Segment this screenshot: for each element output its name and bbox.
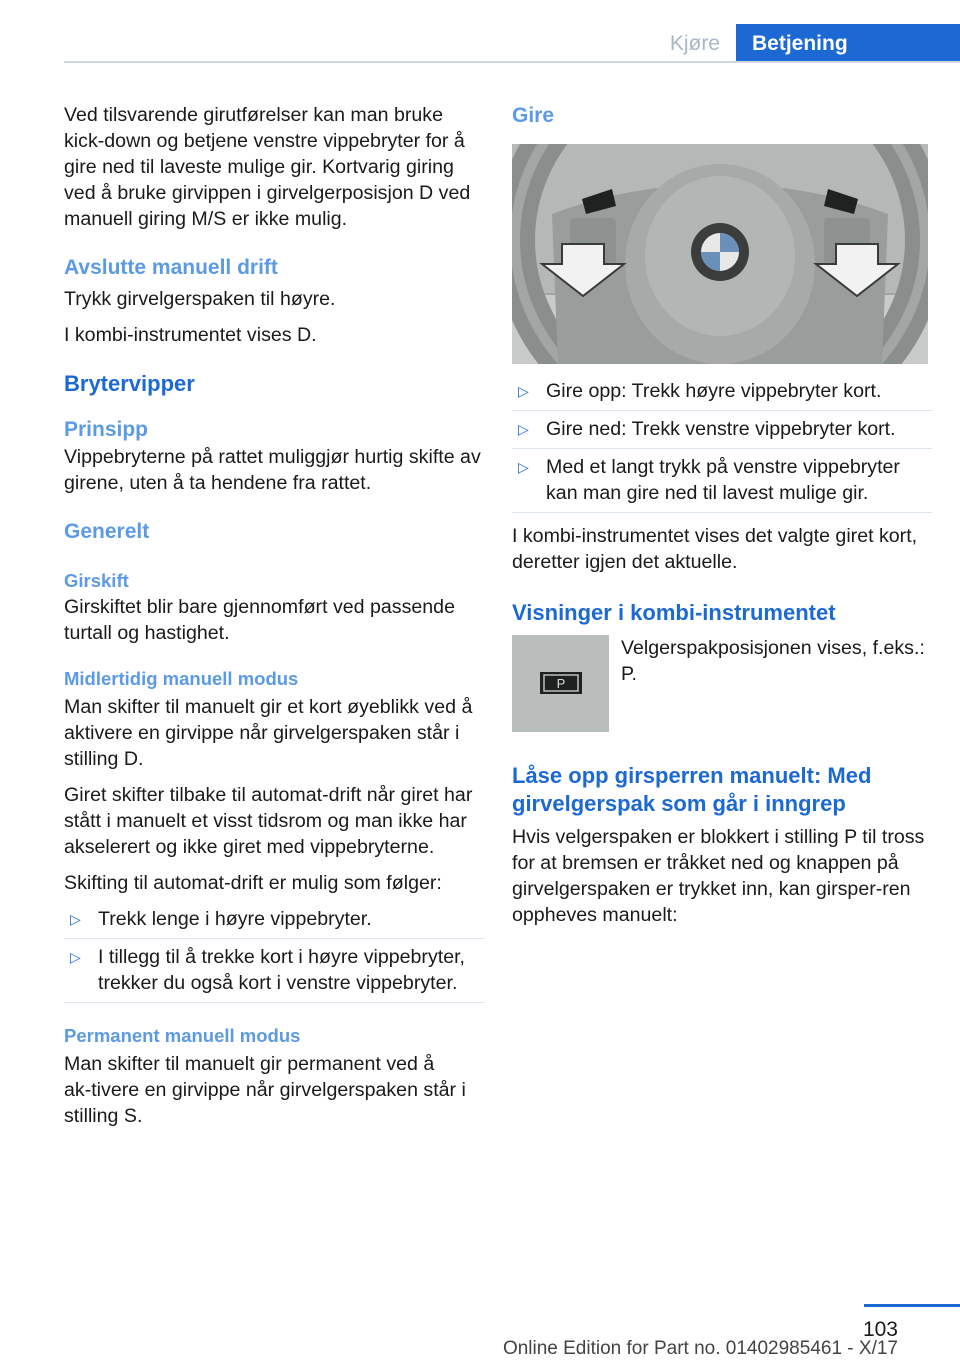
triangle-bullet-icon: ▷	[70, 949, 81, 965]
triangle-bullet-icon: ▷	[518, 421, 529, 437]
chapter-tab[interactable]: Kjøre	[669, 32, 720, 55]
midlertidig-text-3: Skifting til automat‑drift er mulig som følger:	[64, 872, 442, 894]
list-item: ▷ Gire ned: Trekk venstre vippebryter kort.	[512, 416, 932, 449]
automat-list	[64, 906, 484, 1003]
gire-list	[512, 378, 932, 513]
heading-girskift: Girskift	[64, 570, 129, 591]
heading-permanent: Permanent manuell modus	[64, 1025, 301, 1046]
list-item: ▷ Med et langt trykk på venstre vippebryter kan man gire ned til lavest mulige gir.	[512, 454, 932, 513]
list-item: ▷ Gire opp: Trekk høyre vippebryter kort.	[512, 378, 932, 411]
header-rule	[64, 61, 960, 63]
intro-paragraph: Ved tilsvarende girutførelser kan man bruke kick‑down og betjene venstre vippebryter for å gire ned til laveste mulige gir. Kortvarig giring ved å bruke girvippen i girvelgerposisjon D ved manuell giring M/S er ikke mulig.	[64, 104, 471, 230]
heading-midlertidig: Midlertidig manuell modus	[64, 668, 299, 689]
right-column	[512, 102, 932, 938]
gire-text: I kombi‑instrumentet vises det valgte giret kort, deretter igjen det aktuelle.	[512, 525, 918, 573]
edition-text: Online Edition for Part no. 01402985461 - X/17	[502, 1338, 898, 1359]
heading-generelt: Generelt	[64, 520, 150, 543]
midlertidig-text-1: Man skifter til manuelt gir et kort øyeblikk ved å aktivere en girvippe når girvelgerspaken står i stilling D.	[64, 696, 473, 770]
avslutte-text-1: Trykk girvelgerspaken til høyre.	[64, 288, 336, 310]
midlertidig-text-2: Giret skifter tilbake til automat‑drift når giret har stått i manuelt et visst tidsrom og man ikke har akselerert og ikke giret med vippebryterne.	[64, 784, 473, 858]
girskift-text: Girskiftet blir bare gjennomført ved passende turtall og hastighet.	[64, 596, 455, 644]
left-column	[64, 102, 484, 1139]
section-tab[interactable]: Betjening	[736, 24, 960, 63]
avslutte-text-2: I kombi‑instrumentet vises D.	[64, 324, 317, 346]
display-letter: P	[556, 676, 566, 691]
page-number: 103	[862, 1318, 898, 1341]
visninger-text: Velgerspakposisjonen vises, f.eks.: P.	[621, 637, 925, 685]
steering-wheel-image	[512, 144, 928, 364]
heading-brytervipper: Brytervipper	[64, 371, 195, 396]
list-item: ▷ I tillegg til å trekke kort i høyre vippebryter, trekker du også kort i venstre vippebryter.	[64, 944, 484, 1003]
heading-visninger: Visninger i kombi‑instrumentet	[512, 600, 836, 625]
display-p-image	[512, 635, 609, 732]
laase-text: Hvis velgerspaken er blokkert i stilling P til tross for at bremsen er tråkket ned og knappen på girvelgerspaken er trykket inn, kan girsper‑ren oppheves manuelt:	[512, 826, 925, 926]
triangle-bullet-icon: ▷	[518, 383, 529, 399]
footer-rule	[864, 1304, 960, 1307]
heading-gire: Gire	[512, 104, 555, 127]
prinsipp-text: Vippebryterne på rattet muliggjør hurtig skifte av girene, uten å ta hendene fra rattet.	[64, 446, 481, 494]
list-item: ▷ Trekk lenge i høyre vippebryter.	[64, 906, 484, 939]
display-row	[512, 635, 932, 732]
heading-avslutte: Avslutte manuell drift	[64, 256, 278, 279]
heading-prinsipp: Prinsipp	[64, 418, 149, 441]
triangle-bullet-icon: ▷	[70, 911, 81, 927]
heading-laase: Låse opp girsperren manuelt: Med girvelgerspak som går i inngrep	[512, 763, 872, 816]
permanent-text: Man skifter til manuelt gir permanent ved å ak‑tivere en girvippe når girvelgerspaken står i stilling S.	[64, 1053, 466, 1127]
triangle-bullet-icon: ▷	[518, 459, 529, 475]
